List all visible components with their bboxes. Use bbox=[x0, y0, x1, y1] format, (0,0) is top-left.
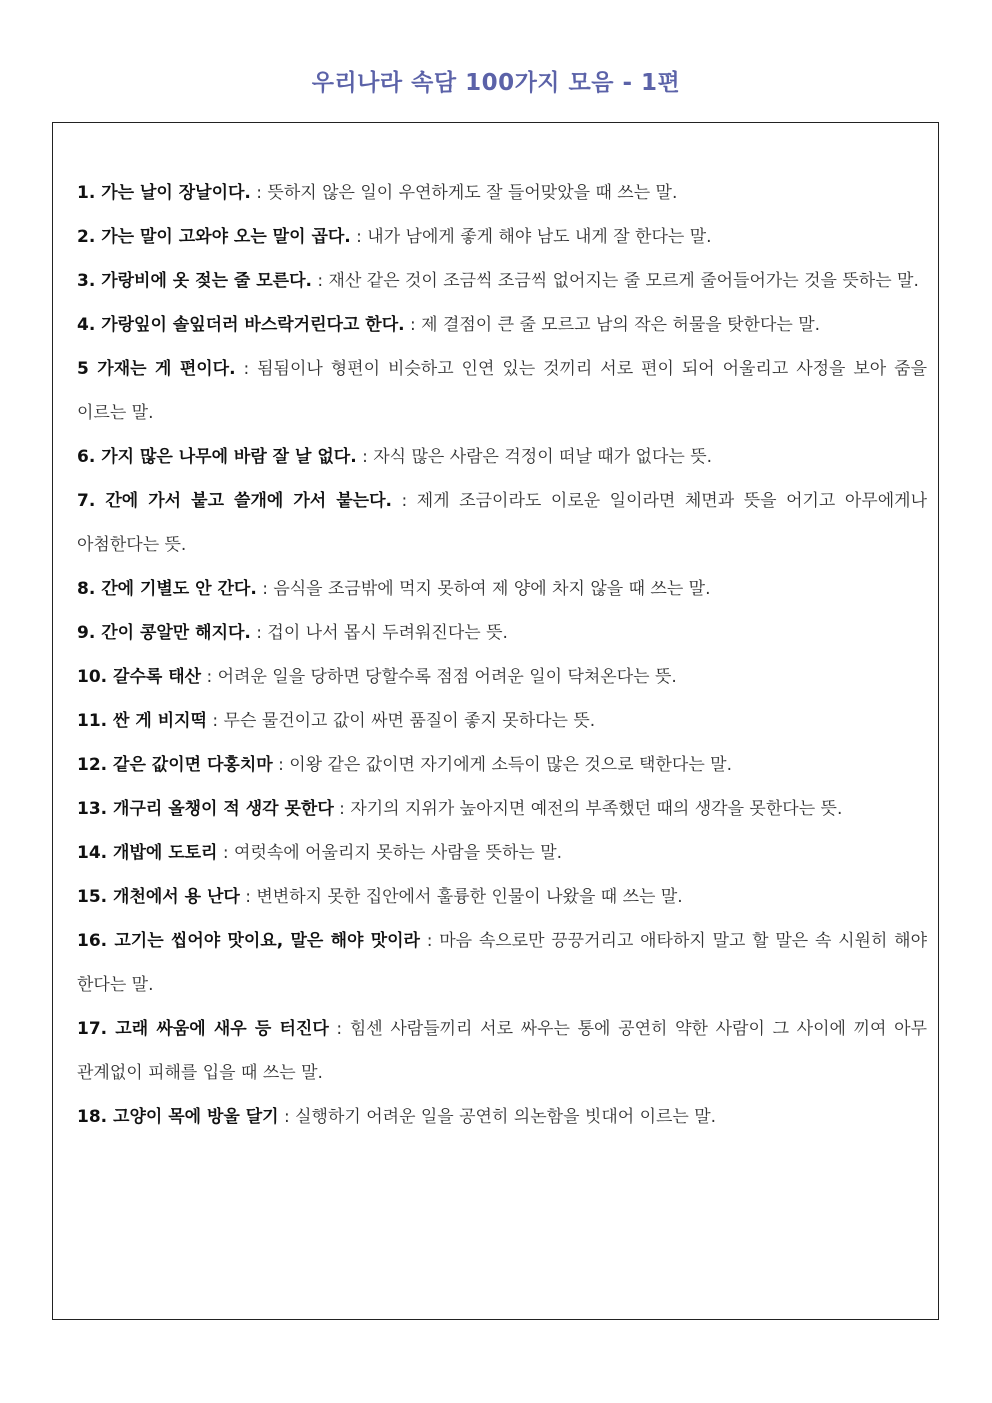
proverb-term: 12. 같은 값이면 다홍치마 bbox=[77, 755, 273, 775]
proverb-definition: : 자기의 지위가 높아지면 예전의 부족했던 때의 생각을 못한다는 뜻. bbox=[333, 799, 843, 819]
proverb-definition: : 이왕 같은 값이면 자기에게 소득이 많은 것으로 택한다는 말. bbox=[272, 755, 732, 775]
proverb-definition: : 여럿속에 어울리지 못하는 사람을 뜻하는 말. bbox=[217, 843, 563, 863]
proverb-term: 11. 싼 게 비지떡 bbox=[77, 711, 207, 731]
proverb-item bbox=[77, 743, 927, 787]
proverb-term: 16. 고기는 씹어야 맛이요, 말은 해야 맛이라 bbox=[77, 931, 420, 951]
proverb-term: 9. 간이 콩알만 해지다. bbox=[77, 623, 251, 643]
proverb-term: 15. 개천에서 용 난다 bbox=[77, 887, 240, 907]
proverb-list bbox=[77, 171, 927, 1139]
proverb-definition: : 겁이 나서 몹시 두려워진다는 뜻. bbox=[250, 623, 508, 643]
proverb-definition: : 됨됨이나 형편이 비슷하고 인연 있는 것끼리 서로 편이 되어 어울리고 사정을 보아 줌을 이르는 말. bbox=[77, 359, 927, 423]
proverb-definition: : 힘센 사람들끼리 서로 싸우는 통에 공연히 약한 사람이 그 사이에 끼여 아무 관계없이 피해를 입을 때 쓰는 말. bbox=[77, 1019, 927, 1083]
proverb-definition: : 제게 조금이라도 이로운 일이라면 체면과 뜻을 어기고 아무에게나 아첨한다는 뜻. bbox=[77, 491, 927, 555]
proverb-definition: : 마음 속으로만 끙끙거리고 애타하지 말고 할 말은 속 시원히 해야 한다는 말. bbox=[77, 931, 928, 995]
proverb-item bbox=[77, 435, 927, 479]
proverb-term: 7. 간에 가서 붙고 쓸개에 가서 붙는다. bbox=[77, 491, 392, 511]
proverb-item bbox=[77, 303, 927, 347]
proverb-item bbox=[77, 259, 927, 303]
proverb-definition: : 자식 많은 사람은 걱정이 떠날 때가 없다는 뜻. bbox=[356, 447, 713, 467]
proverb-definition: : 실행하기 어려운 일을 공연히 의논함을 빗대어 이르는 말. bbox=[278, 1107, 717, 1127]
proverb-term: 6. 가지 많은 나무에 바람 잘 날 없다. bbox=[77, 447, 357, 467]
proverb-term: 2. 가는 말이 고와야 오는 말이 곱다. bbox=[77, 227, 351, 247]
proverb-definition: : 무슨 물건이고 값이 싸면 품질이 좋지 못하다는 뜻. bbox=[206, 711, 596, 731]
proverb-definition: : 변변하지 못한 집안에서 훌륭한 인물이 나왔을 때 쓰는 말. bbox=[239, 887, 683, 907]
proverb-item bbox=[77, 699, 927, 743]
proverb-item bbox=[77, 1007, 927, 1095]
proverb-term: 13. 개구리 올챙이 적 생각 못한다 bbox=[77, 799, 334, 819]
proverb-item bbox=[77, 787, 927, 831]
proverb-definition: : 뜻하지 않은 일이 우연하게도 잘 들어맞았을 때 쓰는 말. bbox=[250, 183, 678, 203]
proverb-term: 10. 갈수록 태산 bbox=[77, 667, 202, 687]
proverb-item bbox=[77, 171, 927, 215]
proverb-item bbox=[77, 215, 927, 259]
proverb-item bbox=[77, 611, 927, 655]
page-title: 우리나라 속담 100가지 모음 - 1편 bbox=[311, 70, 681, 96]
proverb-definition: : 재산 같은 것이 조금씩 조금씩 없어지는 줄 모르게 줄어들어가는 것을 뜻하는 말. bbox=[311, 271, 919, 291]
proverb-item bbox=[77, 875, 927, 919]
proverb-definition: : 음식을 조금밖에 먹지 못하여 제 양에 차지 않을 때 쓰는 말. bbox=[256, 579, 711, 599]
proverb-item bbox=[77, 479, 927, 567]
proverb-definition: : 제 결점이 큰 줄 모르고 남의 작은 허물을 탓한다는 말. bbox=[404, 315, 821, 335]
proverb-item bbox=[77, 567, 927, 611]
proverb-term: 3. 가랑비에 옷 젖는 줄 모른다. bbox=[77, 271, 312, 291]
proverb-item bbox=[77, 1095, 927, 1139]
proverb-item bbox=[77, 655, 927, 699]
proverb-term: 14. 개밥에 도토리 bbox=[77, 843, 218, 863]
proverb-definition: : 어려운 일을 당하면 당할수록 점점 어려운 일이 닥쳐온다는 뜻. bbox=[201, 667, 677, 687]
proverb-term: 8. 간에 기별도 안 간다. bbox=[77, 579, 257, 599]
proverb-definition: : 내가 남에게 좋게 해야 남도 내게 잘 한다는 말. bbox=[350, 227, 712, 247]
proverb-term: 5 가재는 게 편이다. bbox=[77, 359, 236, 379]
proverb-item bbox=[77, 831, 927, 875]
proverb-term: 17. 고래 싸움에 새우 등 터진다 bbox=[77, 1019, 329, 1039]
content-box bbox=[52, 122, 939, 1320]
proverb-item bbox=[77, 347, 927, 435]
proverb-item bbox=[77, 919, 927, 1007]
proverb-term: 1. 가는 날이 장날이다. bbox=[77, 183, 251, 203]
proverb-term: 4. 가랑잎이 솔잎더러 바스락거린다고 한다. bbox=[77, 315, 405, 335]
proverb-term: 18. 고양이 목에 방울 달기 bbox=[77, 1107, 279, 1127]
